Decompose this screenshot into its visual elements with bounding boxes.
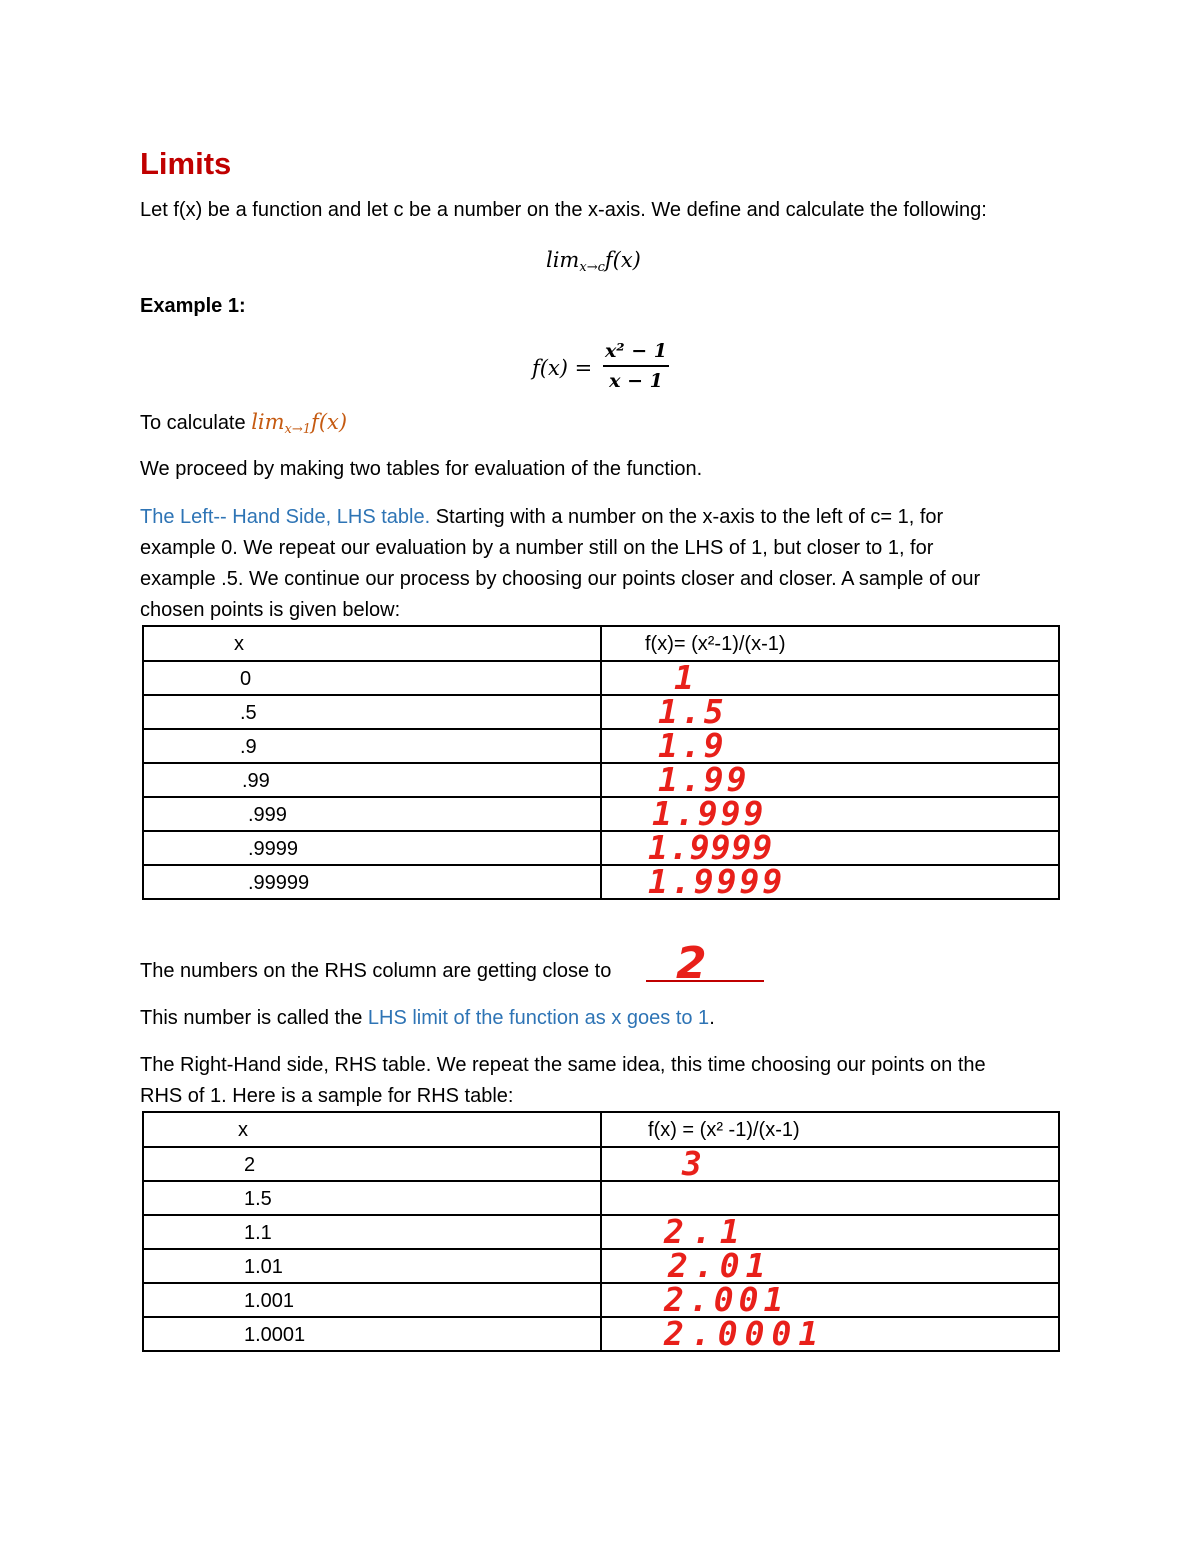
lhs-cell-x	[143, 865, 601, 899]
rhs-x-value: 2	[244, 1154, 256, 1176]
rhs-handwritten-value: 3	[682, 1144, 705, 1183]
lhs-x-value: 0	[240, 668, 252, 690]
fraction-denominator: x − 1	[609, 370, 663, 392]
rhs-header-x	[143, 1112, 601, 1147]
lhs-x-value: .99	[242, 770, 270, 792]
lhs-limit-before: This number is called the	[140, 1007, 368, 1029]
lhs-cell-fx	[601, 862, 1059, 901]
to-calculate-expr: f(x)	[311, 410, 348, 434]
table-row	[143, 865, 1059, 899]
lhs-handwritten-value: 1.999	[652, 794, 767, 833]
lhs-x-value: .9	[240, 736, 257, 758]
limit-expr: f(x)	[604, 248, 641, 272]
function-fraction	[603, 338, 669, 394]
handwritten-answer: 2	[676, 938, 707, 989]
lhs-limit-highlight: LHS limit of the function as x goes to 1	[367, 1007, 710, 1029]
to-calculate-limit	[251, 410, 348, 437]
to-calculate-sub: x→1	[284, 422, 312, 437]
lhs-x-value: .99999	[248, 872, 310, 894]
lhs-cell-x	[143, 831, 601, 865]
rhs-cell-fx	[601, 1181, 1059, 1215]
lhs-table	[142, 625, 1060, 900]
rhs-column-sentence: The numbers on the RHS column are getting close to	[140, 960, 612, 982]
lhs-cell-fx	[601, 794, 1059, 833]
rhs-cell-fx	[601, 1314, 1059, 1353]
to-calculate	[140, 410, 347, 442]
limit-sub: x→c	[579, 260, 605, 275]
table-row	[143, 1181, 1059, 1215]
rhs-handwritten-value: 2.1	[664, 1212, 748, 1251]
lhs-cell-fx	[601, 726, 1059, 765]
lhs-header-fx	[601, 626, 1059, 661]
lhs-cell-fx	[601, 692, 1059, 731]
lhs-header-x-text: x	[234, 633, 244, 655]
lhs-x-value: .5	[240, 702, 257, 724]
rhs-handwritten-value: 2.01	[668, 1246, 772, 1285]
lhs-cell-fx	[601, 760, 1059, 799]
lhs-cell-fx	[601, 828, 1059, 867]
rhs-x-value: 1.5	[244, 1188, 272, 1210]
lhs-header-fx-text: f(x)= (x²-1)/(x-1)	[645, 633, 786, 655]
lhs-x-value: .9999	[248, 838, 299, 860]
to-calculate-text: To calculate	[140, 412, 246, 434]
rhs-table-header-row	[143, 1112, 1059, 1147]
rhs-x-value: 1.01	[244, 1256, 283, 1278]
intro-text: Let f(x) be a function and let c be a number on the x-axis. We define and calculate the following:	[140, 199, 987, 221]
lhs-paragraph-line3: example .5. We continue our process by choosing our points closer and closer. A sample of our	[140, 568, 981, 590]
table-row	[143, 1215, 1059, 1249]
rhs-x-value: 1.001	[244, 1290, 295, 1312]
table-row	[143, 1317, 1059, 1351]
rhs-paragraph-line1: The Right-Hand side, RHS table. We repeat the same idea, this time choosing our points on the	[140, 1054, 986, 1076]
proceed-text: We proceed by making two tables for evaluation of the function.	[140, 458, 703, 480]
page-title: Limits	[140, 146, 232, 181]
rhs-header-fx-text: f(x) = (x² -1)/(x-1)	[648, 1119, 800, 1141]
lhs-limit-sentence	[140, 1006, 715, 1030]
table-row	[143, 695, 1059, 729]
rhs-cell-fx	[601, 1212, 1059, 1251]
lhs-paragraph-line2: example 0. We repeat our evaluation by a number still on the LHS of 1, but closer to 1, for	[140, 537, 934, 559]
rhs-cell-fx	[601, 1144, 1059, 1183]
lhs-handwritten-value: 1.5	[658, 692, 727, 731]
limit-general	[546, 248, 641, 275]
rhs-handwritten-value: 2.001	[664, 1280, 789, 1319]
lhs-paragraph-line1	[140, 505, 943, 529]
example-label: Example 1:	[140, 295, 246, 317]
table-row	[143, 1249, 1059, 1283]
table-row	[143, 661, 1059, 695]
rhs-cell-fx	[601, 1280, 1059, 1319]
rhs-paragraph-line2: RHS of 1. Here is a sample for RHS table:	[140, 1085, 514, 1107]
lhs-header-x	[143, 626, 601, 661]
lhs-table-heading: The Left-- Hand Side, LHS table.	[140, 506, 431, 528]
lhs-x-value: .999	[248, 804, 287, 826]
rhs-cell-x	[143, 1215, 601, 1249]
lhs-handwritten-value: 1.9999	[648, 862, 786, 901]
rhs-header-x-text: x	[238, 1119, 248, 1141]
lhs-cell-x	[143, 661, 601, 695]
rhs-x-value: 1.0001	[244, 1324, 306, 1346]
lhs-cell-fx	[601, 658, 1059, 697]
fraction-numerator: x² − 1	[604, 340, 668, 362]
function-lhs: f(x) =	[532, 356, 593, 380]
rhs-x-value: 1.1	[244, 1222, 272, 1244]
rhs-cell-fx	[601, 1246, 1059, 1285]
rhs-header-fx	[601, 1112, 1059, 1147]
lhs-line1-text: Starting with a number on the x-axis to the left of c= 1, for	[430, 506, 944, 528]
lhs-cell-x	[143, 763, 601, 797]
lhs-table-header-row	[143, 626, 1059, 661]
table-row	[143, 1147, 1059, 1181]
rhs-cell-x	[143, 1249, 601, 1283]
limit-lim: lim	[546, 248, 580, 272]
lhs-limit-after: .	[709, 1007, 715, 1029]
rhs-table	[142, 1111, 1060, 1352]
lhs-paragraph-line4: chosen points is given below:	[140, 599, 401, 621]
lhs-handwritten-value: 1.9999	[648, 828, 774, 867]
table-row	[143, 763, 1059, 797]
fraction-bar	[603, 365, 669, 367]
table-row	[143, 729, 1059, 763]
rhs-cell-x	[143, 1147, 601, 1181]
rhs-cell-x	[143, 1317, 601, 1351]
rhs-cell-x	[143, 1283, 601, 1317]
rhs-handwritten-value: 2.0001	[664, 1314, 826, 1353]
table-row	[143, 1283, 1059, 1317]
lhs-cell-x	[143, 729, 601, 763]
lhs-handwritten-value: 1.9	[658, 726, 727, 765]
lhs-cell-x	[143, 797, 601, 831]
lhs-handwritten-value: 1	[674, 658, 697, 697]
lhs-cell-x	[143, 695, 601, 729]
table-row	[143, 831, 1059, 865]
table-row	[143, 797, 1059, 831]
to-calculate-lim: lim	[251, 410, 285, 434]
rhs-cell-x	[143, 1181, 601, 1215]
lhs-handwritten-value: 1.99	[658, 760, 750, 799]
